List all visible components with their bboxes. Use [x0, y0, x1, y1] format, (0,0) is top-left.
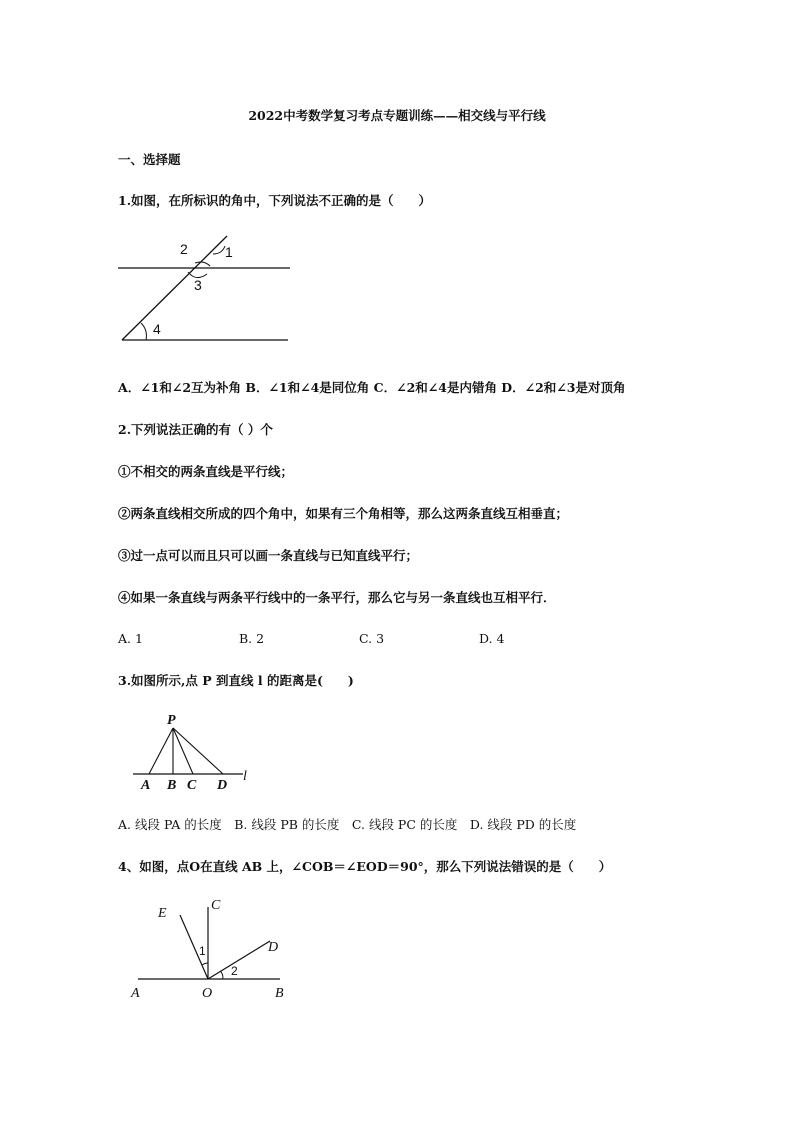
segment-pa: [149, 728, 173, 774]
question-1-figure: [110, 230, 300, 348]
point-b-label: B: [275, 986, 284, 1001]
question-2-option-c: C. 3: [359, 631, 385, 646]
point-e-label: E: [158, 906, 167, 921]
line-l-label: l: [243, 769, 247, 784]
question-2-option-b: B. 2: [239, 631, 265, 646]
segment-pd: [173, 728, 223, 774]
question-2-statement-1: ①不相交的两条直线是平行线；: [118, 464, 294, 479]
question-2-stem: 2.下列说法正确的有（ ）个: [118, 422, 273, 437]
question-2-option-d: D. 4: [479, 631, 505, 646]
point-p-label: P: [167, 713, 176, 728]
question-3-figure: [125, 708, 265, 794]
question-3-options: A. 线段 PA 的长度 B. 线段 PB 的长度 C. 线段 PC 的长度 D. 线段 PD 的长度: [118, 817, 577, 832]
angle-1-label: 1: [199, 944, 206, 958]
figure-label-4: 4: [153, 321, 161, 337]
question-1-options: A．∠1和∠2互为补角 B．∠1和∠4是同位角 C．∠2和∠4是内错角 D．∠2和∠3是对顶角: [118, 380, 626, 395]
figure-label-2: 2: [180, 241, 188, 257]
figure-label-3: 3: [194, 277, 202, 293]
point-o-label: O: [202, 986, 213, 1001]
ray-od: [208, 941, 270, 979]
segment-pc: [173, 728, 193, 774]
question-2-statement-2: ②两条直线相交所成的四个角中，如果有三个角相等，那么这两条直线互相垂直；: [118, 506, 569, 521]
transversal-line: [122, 236, 227, 340]
angle-2-label: 2: [231, 964, 238, 978]
question-2-statement-3: ③过一点可以而且只可以画一条直线与已知直线平行；: [118, 548, 419, 563]
angle-4-arc: [141, 323, 146, 340]
question-3-stem: 3.如图所示,点 P 到直线 l 的距离是( ): [118, 673, 354, 688]
question-4-stem: 4、如图，点O在直线 AB 上，∠COB＝∠EOD＝90°，那么下列说法错误的是（ ）: [118, 859, 612, 874]
angle-2-arc: [220, 971, 223, 979]
page-title: 2022中考数学复习考点专题训练——相交线与平行线: [248, 108, 546, 123]
point-a-label: A: [131, 986, 140, 1001]
point-d-label: D: [268, 940, 279, 955]
point-d-label: D: [217, 778, 228, 793]
question-2-option-a: A. 1: [118, 631, 143, 646]
angle-1-arc: [202, 963, 208, 965]
question-4-figure: [125, 893, 300, 1005]
point-c-label: C: [187, 778, 197, 793]
question-1-stem: 1.如图，在所标识的角中，下列说法不正确的是（ ）: [118, 193, 432, 208]
point-a-label: A: [141, 778, 151, 793]
figure-label-1: 1: [225, 244, 233, 260]
question-2-statement-4: ④如果一条直线与两条平行线中的一条平行，那么它与另一条直线也互相平行．: [118, 590, 556, 605]
section-heading: 一、选择题: [118, 152, 181, 167]
point-b-label: B: [167, 778, 177, 793]
point-c-label: C: [211, 898, 221, 913]
